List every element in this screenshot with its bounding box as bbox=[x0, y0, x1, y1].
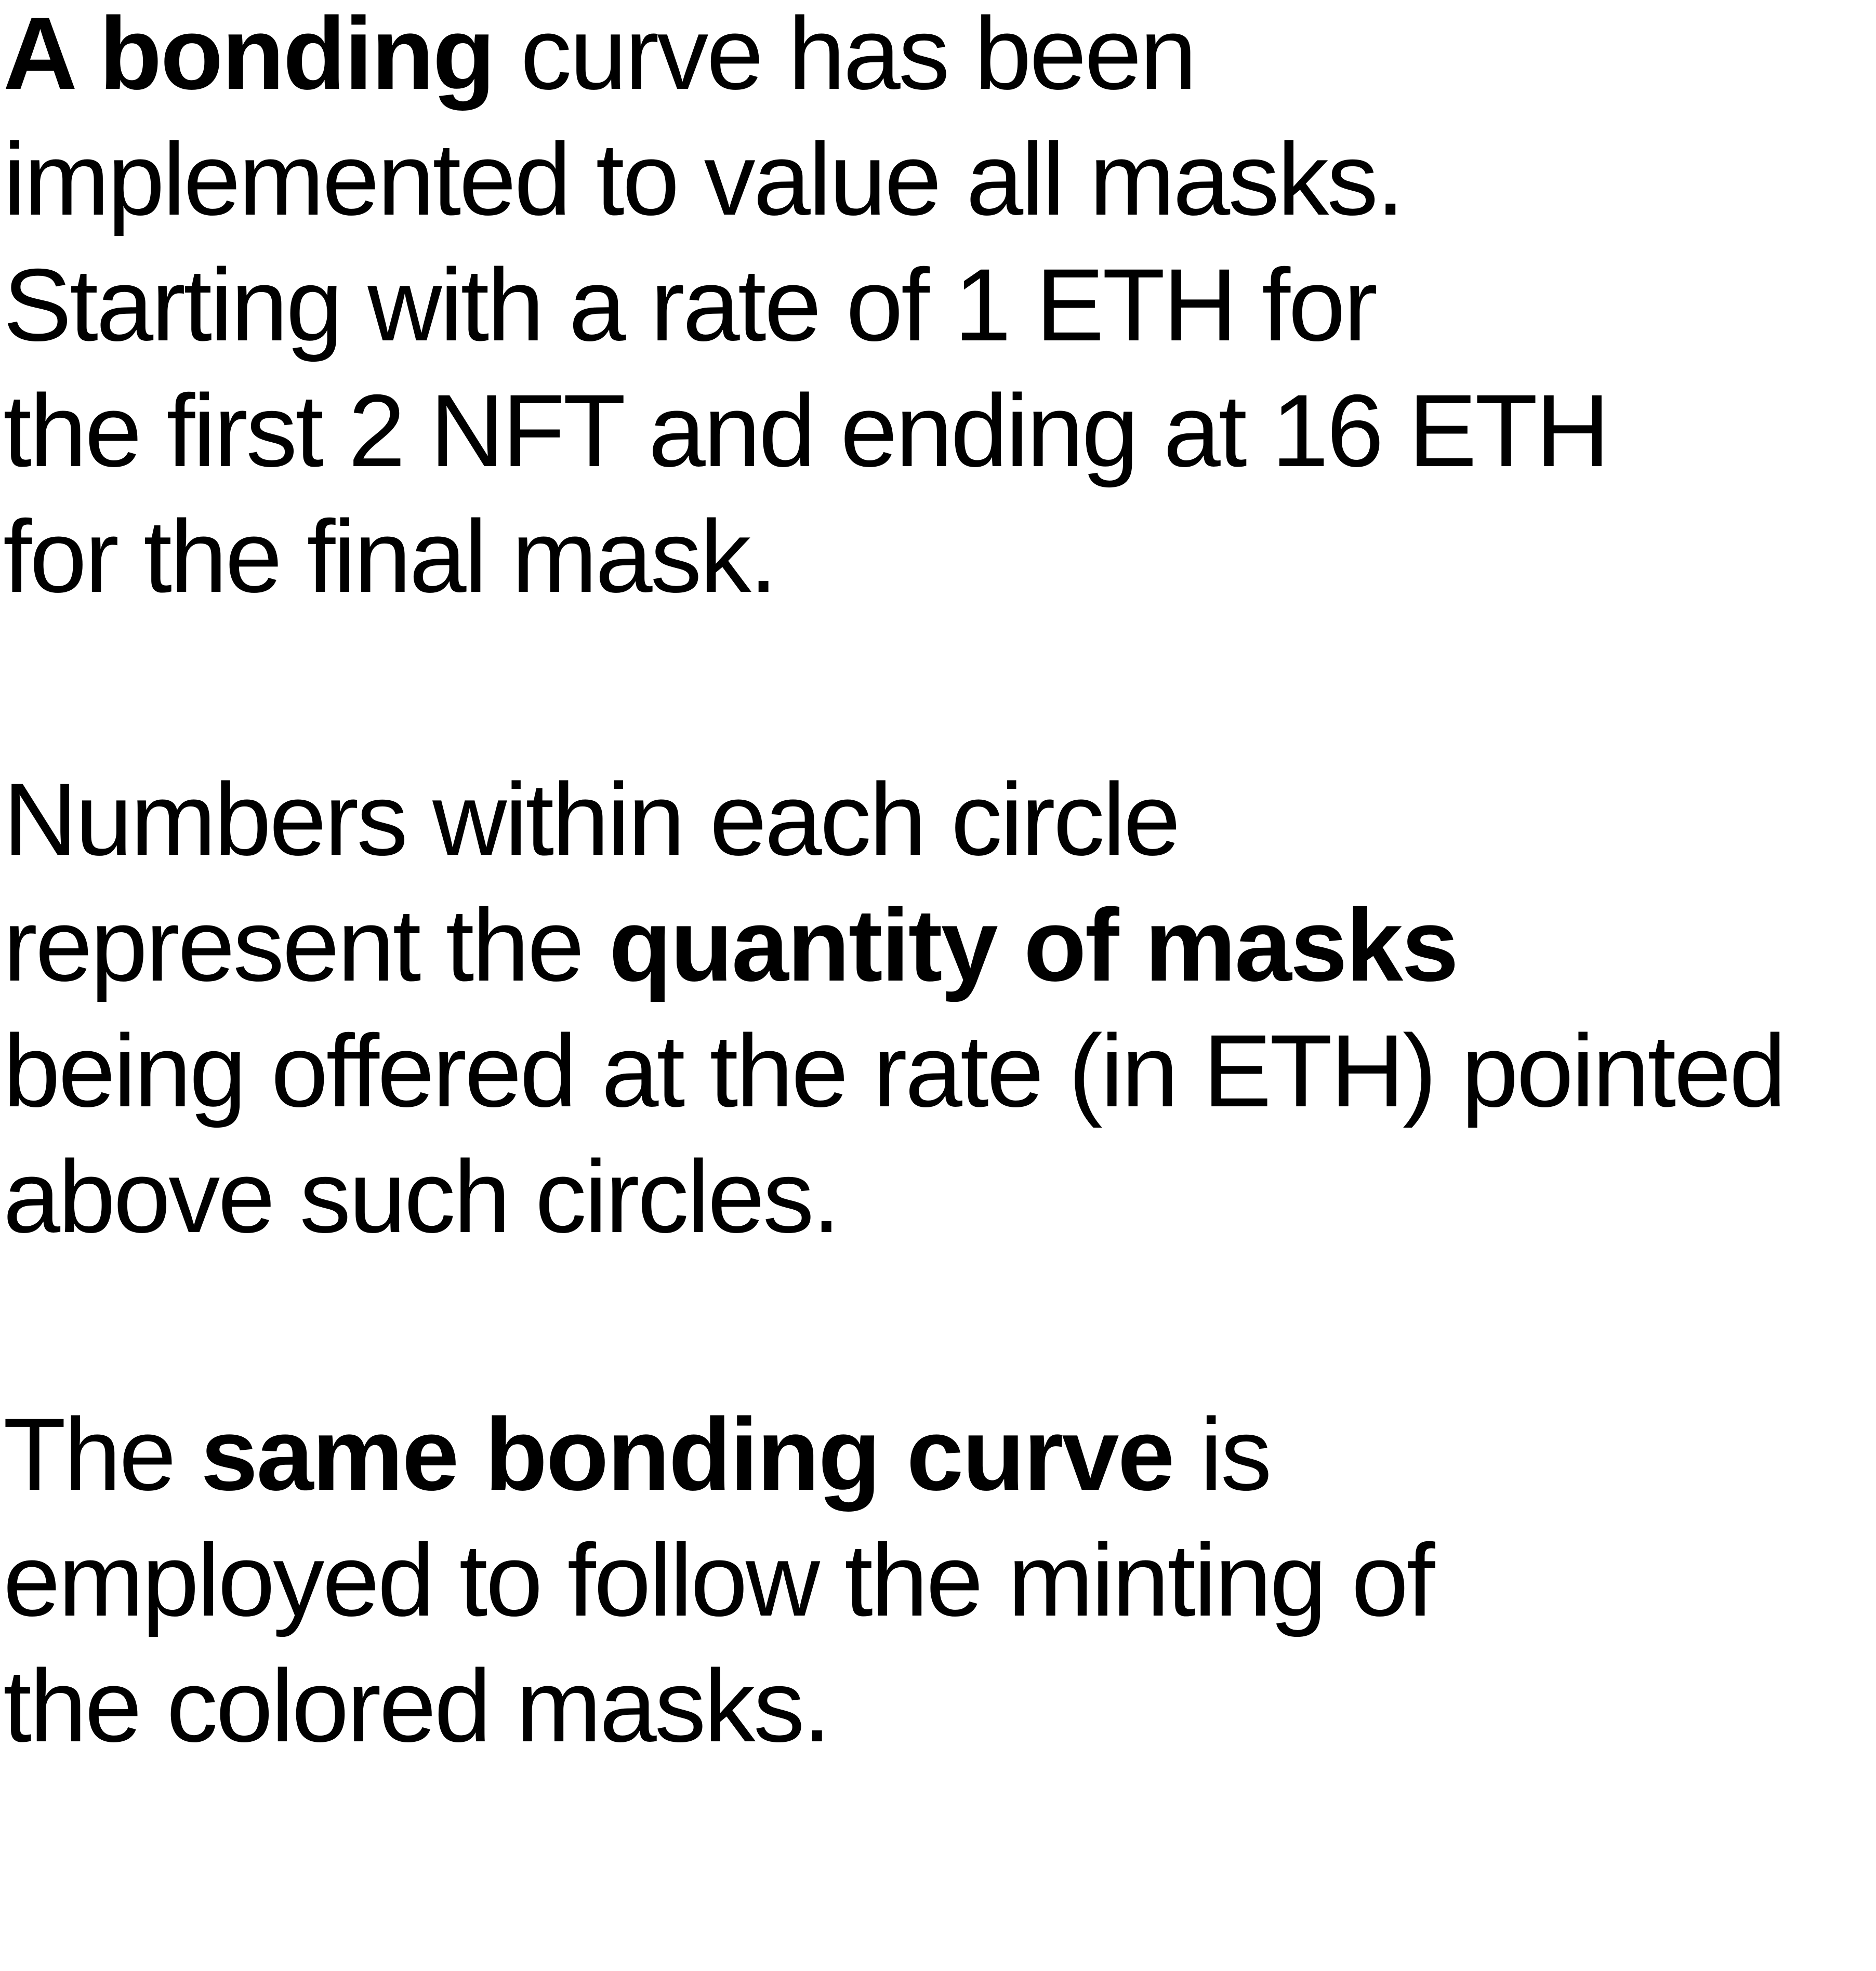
text-line: Starting with a rate of 1 ETH for bbox=[3, 247, 1376, 362]
text-line: the colored masks. bbox=[3, 1648, 829, 1763]
bonding-curve-paragraph bbox=[3, 0, 1608, 619]
circle-numbers-paragraph bbox=[3, 757, 1785, 1260]
text-line: for the final mask. bbox=[3, 499, 776, 614]
bold-text: quantity of masks bbox=[609, 888, 1458, 1002]
text-line: The same bonding curve is bbox=[3, 1397, 1270, 1512]
bold-text: A bonding bbox=[3, 0, 494, 111]
text-line: employed to follow the minting of bbox=[3, 1523, 1433, 1637]
text-line: Numbers within each circle bbox=[3, 762, 1179, 877]
text-line: A bonding curve has been bbox=[3, 0, 1608, 116]
text-line: represent the quantity of masks bbox=[3, 888, 1458, 1002]
text-line: implemented to value all masks. bbox=[3, 122, 1403, 236]
bold-text: same bonding curve bbox=[201, 1397, 1173, 1512]
colored-masks-paragraph bbox=[3, 1392, 1433, 1769]
text-line: above such circles. bbox=[3, 1139, 839, 1254]
text-line: being offered at the rate (in ETH) pointed bbox=[3, 1013, 1785, 1128]
text-line: the first 2 NFT and ending at 16 ETH bbox=[3, 373, 1608, 488]
